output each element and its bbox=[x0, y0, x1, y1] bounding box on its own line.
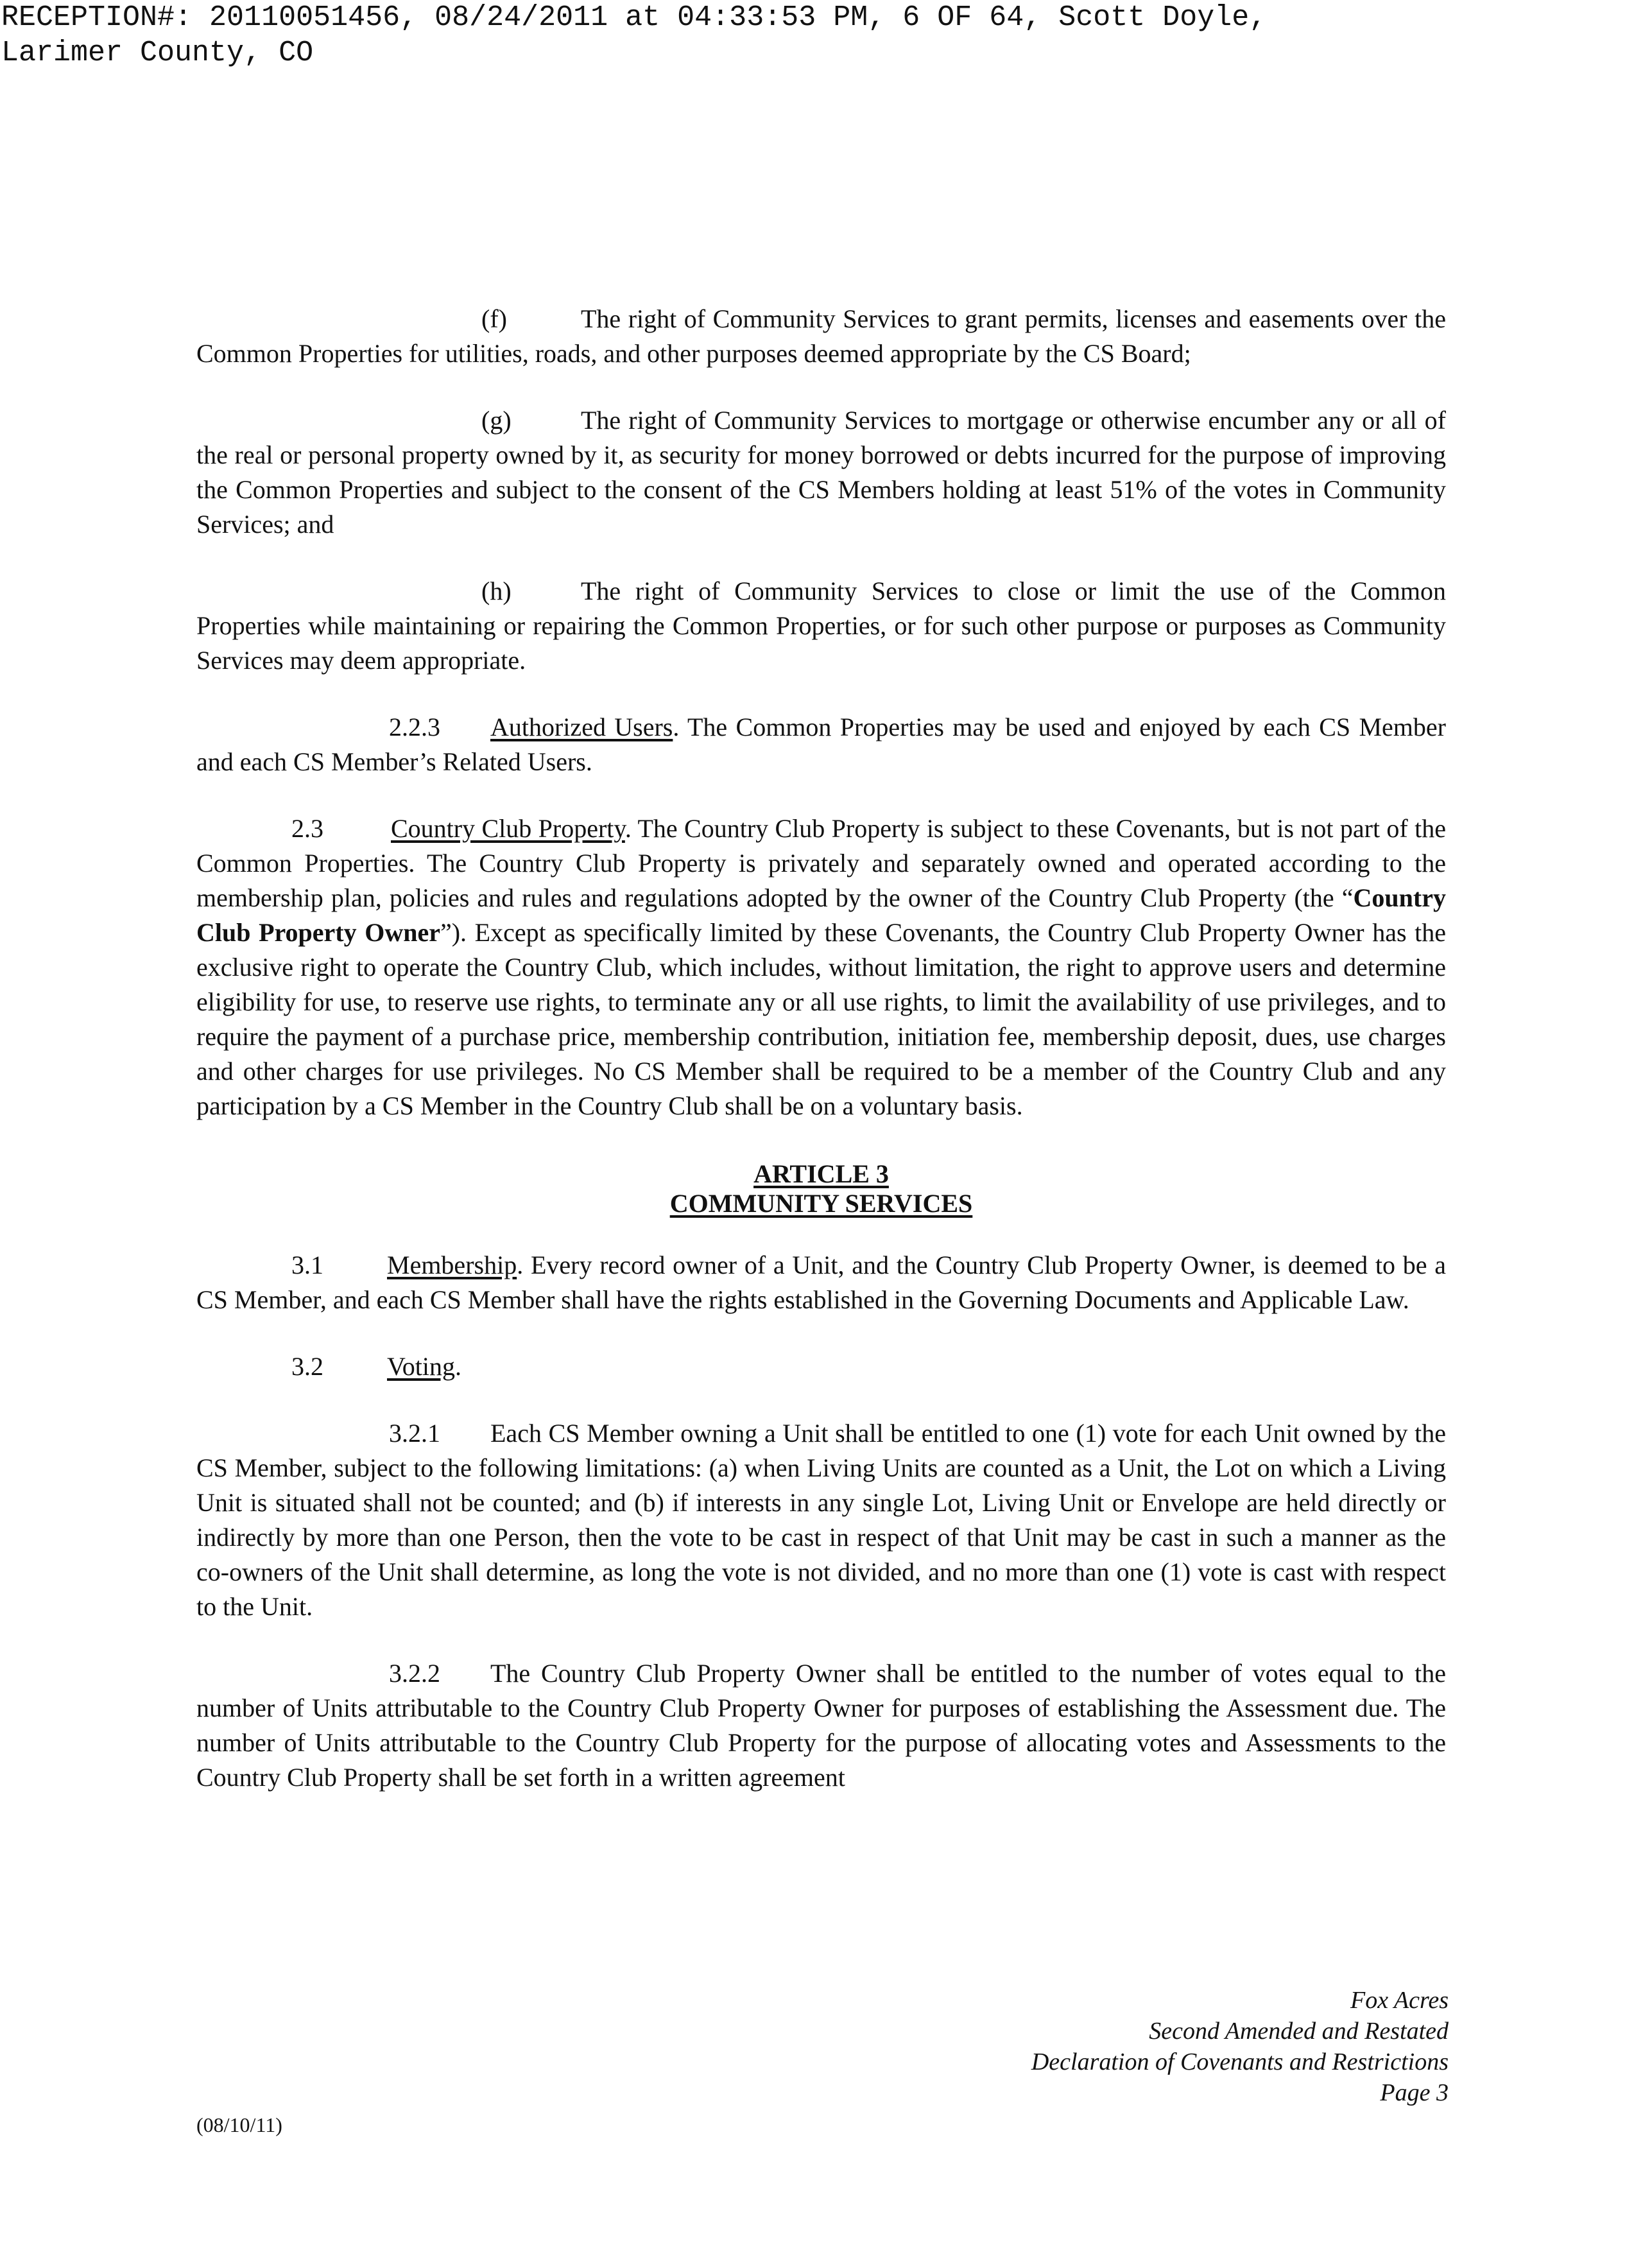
document-body bbox=[196, 302, 1446, 1795]
section-2-2-3 bbox=[196, 710, 1446, 779]
footer-line: Fox Acres bbox=[1350, 1987, 1449, 2014]
section-3-2-1 bbox=[196, 1416, 1446, 1624]
section-2-3 bbox=[196, 811, 1446, 1123]
paragraph-text: The right of Community Services to mortgage or otherwise encumber any or all of the real or personal property owned by it, as security for money borrowed or debts incurred for the purpose of improving the Common Properties and subject to the consent of the CS Members holding at least 51% of the votes in Community Services; and bbox=[196, 406, 1446, 539]
paragraph-label: (f) bbox=[481, 304, 507, 333]
paragraph-label: (g) bbox=[481, 406, 512, 435]
footer-line: Second Amended and Restated bbox=[1149, 2018, 1449, 2045]
section-title: Authorized Users bbox=[490, 713, 673, 741]
article-number: ARTICLE 3 bbox=[753, 1159, 889, 1188]
paragraph-label: (h) bbox=[481, 576, 512, 605]
section-3-1 bbox=[196, 1248, 1446, 1317]
reception-line-2: Larimer County, CO bbox=[1, 37, 314, 69]
section-title: Country Club Property bbox=[391, 814, 625, 843]
section-text: . bbox=[454, 1352, 461, 1381]
paragraph-h bbox=[196, 574, 1446, 678]
section-number: 3.2 bbox=[291, 1352, 323, 1381]
section-text: ”). Except as specifically limited by these Covenants, the Country Club Property Owner has the exclusive right to operate the Country Club, which includes, without limitation, the right to approve users and determine eligibility for use, to reserve use rights, to terminate any or all use rights, to limit the availability of use privileges, and to require the payment of a purchase price, membership contribution, initiation fee, membership deposit, dues, use charges and other charges for use privileges. No CS Member shall be required to be a member of the Country Club and any participation by a CS Member in the Country Club shall be on a voluntary basis. bbox=[196, 918, 1446, 1120]
section-number: 2.3 bbox=[291, 814, 323, 843]
paragraph-text: The right of Community Services to close or limit the use of the Common Properties while maintaining or repairing the Common Properties, or for such other purpose or purposes as Community Services may deem appropriate. bbox=[196, 576, 1446, 675]
section-3-2 bbox=[196, 1349, 1446, 1384]
section-3-2-2 bbox=[196, 1656, 1446, 1795]
paragraph-text: The right of Community Services to grant permits, licenses and easements over the Common Properties for utilities, roads, and other purposes deemed appropriate by the CS Board; bbox=[196, 304, 1446, 368]
section-title: Voting bbox=[387, 1352, 455, 1381]
reception-line-1: RECEPTION#: 20110051456, 08/24/2011 at 04:33:53 PM, 6 OF 64, Scott Doyle, bbox=[1, 1, 1267, 34]
section-number: 2.2.3 bbox=[389, 713, 440, 741]
section-number: 3.2.2 bbox=[389, 1659, 440, 1688]
section-text: Each CS Member owning a Unit shall be entitled to one (1) vote for each Unit owned by the CS Member, subject to the following limitations: (a) when Living Units are counted as a Unit, the Lot on which a Living Unit is situated shall not be counted; and (b) if interests in any single Lot, Living Unit or Envelope are held directly or indirectly by more than one Person, then the vote to be cast in respect of that Unit may be cast in such a manner as the co-owners of the Unit shall determine, as long the vote is not divided, and no more than one (1) vote is cast with respect to the Unit. bbox=[196, 1419, 1446, 1621]
section-text: . The Country Club Property is subject to these Covenants, but is not part of the Common Properties. The Country Club Property is privately and separately owned and operated according to the membership plan, policies and rules and regulations adopted by the owner of the Country Club Property (the “ bbox=[196, 814, 1446, 912]
defined-term: Country Club Property Owner bbox=[196, 883, 1446, 947]
footer-line: Declaration of Covenants and Restrictions bbox=[1031, 2048, 1449, 2075]
document-footer bbox=[1031, 1985, 1449, 2108]
reception-stamp bbox=[1, 0, 1266, 71]
page-number: Page 3 bbox=[1380, 2079, 1449, 2106]
section-text: . The Common Properties may be used and enjoyed by each CS Member and each CS Member’s Related Users. bbox=[196, 713, 1446, 776]
paragraph-f bbox=[196, 302, 1446, 371]
section-text: The Country Club Property Owner shall be entitled to the number of votes equal to the number of Units attributable to the Country Club Property Owner for purposes of establishing the Assessment due. The number of Units attributable to the Country Club Property for the purpose of allocating votes and Assessments to the Country Club Property shall be set forth in a written agreement bbox=[196, 1659, 1446, 1792]
section-title: Membership bbox=[387, 1251, 517, 1279]
paragraph-g bbox=[196, 403, 1446, 542]
section-number: 3.1 bbox=[291, 1251, 323, 1279]
section-text: . Every record owner of a Unit, and the Country Club Property Owner, is deemed to be a CS Member, and each CS Member shall have the rights established in the Governing Documents and Applicable Law. bbox=[196, 1251, 1446, 1314]
revision-date: (08/10/11) bbox=[196, 2113, 282, 2136]
article-title: COMMUNITY SERVICES bbox=[669, 1189, 973, 1218]
section-number: 3.2.1 bbox=[389, 1419, 440, 1448]
